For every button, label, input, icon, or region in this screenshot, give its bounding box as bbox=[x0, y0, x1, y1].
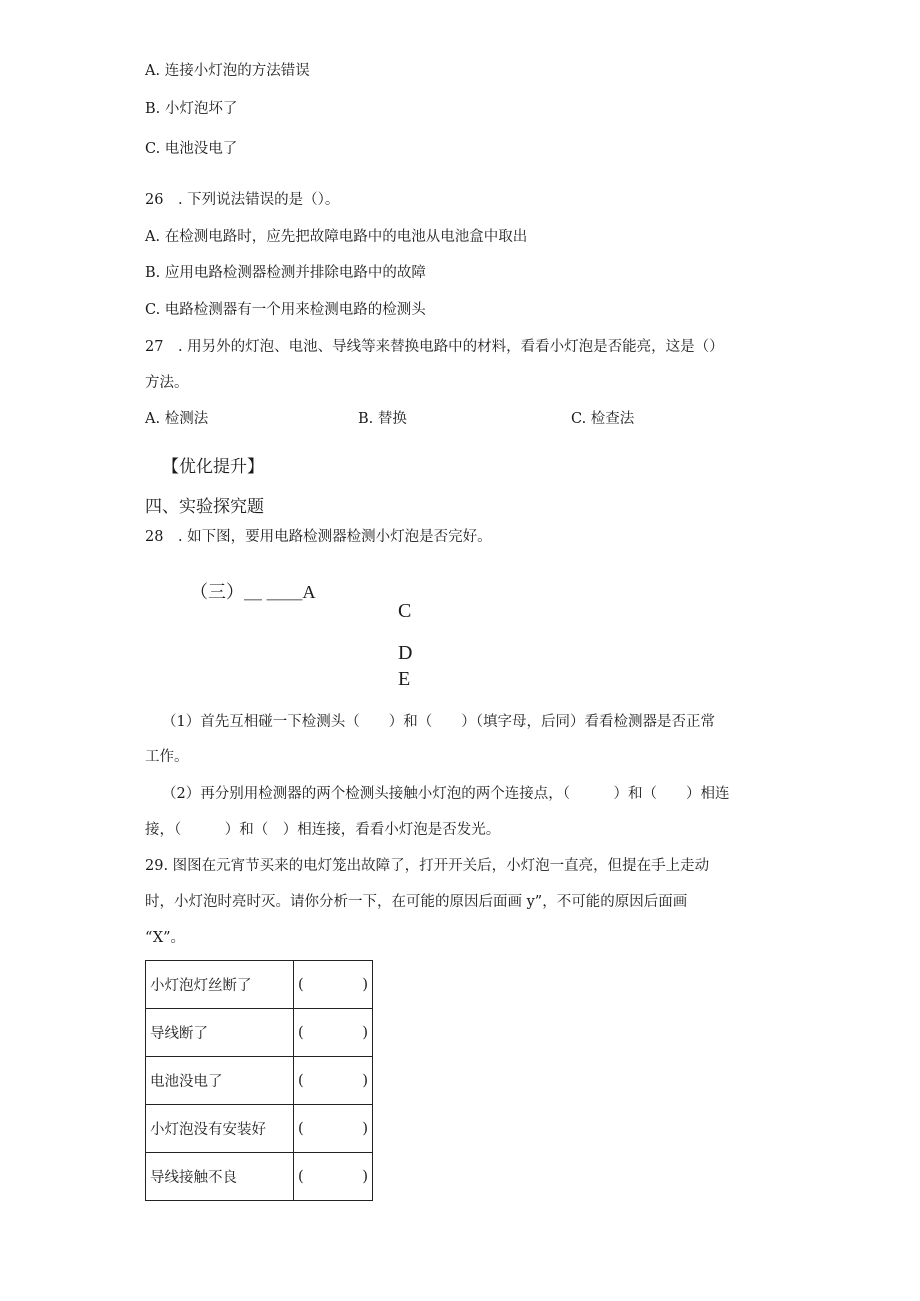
reason-cell: 导线接触不良 bbox=[146, 1153, 294, 1201]
q27-stem-line1: 27 . 用另外的灯泡、电池、导线等来替换电路中的材料，看看小灯泡是否能亮，这是（） bbox=[145, 339, 724, 355]
q25-option-a: A. 连接小灯泡的方法错误 bbox=[145, 63, 310, 79]
open-paren: ( bbox=[298, 1024, 304, 1041]
q25-option-c: C. 电池没电了 bbox=[145, 141, 238, 157]
close-paren: ) bbox=[362, 1072, 368, 1089]
answer-cell[interactable] bbox=[294, 1105, 373, 1153]
answer-cell[interactable] bbox=[294, 1057, 373, 1105]
q27-option-b: B. 替换 bbox=[358, 411, 407, 427]
q28-figure-label-e: E bbox=[398, 668, 411, 690]
table-row bbox=[146, 1153, 373, 1201]
q29-stem-line2: 时，小灯泡时亮时灭。请你分析一下，在可能的原因后面画 y”，不可能的原因后面画 bbox=[145, 894, 688, 910]
open-paren: ( bbox=[298, 976, 304, 993]
open-paren: ( bbox=[298, 1072, 304, 1089]
reason-cell: 导线断了 bbox=[146, 1009, 294, 1057]
reason-cell: 小灯泡灯丝断了 bbox=[146, 961, 294, 1009]
answer-cell[interactable] bbox=[294, 1153, 373, 1201]
open-paren: ( bbox=[298, 1168, 304, 1185]
reason-cell: 电池没电了 bbox=[146, 1057, 294, 1105]
q27-option-a: A. 检测法 bbox=[145, 411, 209, 427]
q28-part1-line2: 工作。 bbox=[145, 749, 189, 765]
answer-cell[interactable] bbox=[294, 1009, 373, 1057]
close-paren: ) bbox=[362, 1024, 368, 1041]
reason-cell: 小灯泡没有安装好 bbox=[146, 1105, 294, 1153]
table-row bbox=[146, 1009, 373, 1057]
q28-figure-left-label: （三）＿ ＿＿A bbox=[190, 582, 316, 602]
q28-figure-label-c: C bbox=[398, 600, 412, 622]
close-paren: ) bbox=[362, 976, 368, 993]
close-paren: ) bbox=[362, 1168, 368, 1185]
table-row bbox=[146, 1105, 373, 1153]
q28-figure-label-d: D bbox=[398, 642, 413, 664]
q26-stem: 26 . 下列说法错误的是（）。 bbox=[145, 192, 340, 208]
q28-part2-line1: （2）再分别用检测器的两个检测头接触小灯泡的两个连接点，（ ）和（ ）相连 bbox=[162, 786, 730, 802]
section-four-heading: 四、实验探究题 bbox=[145, 497, 264, 517]
section-optimize-heading: 【优化提升】 bbox=[162, 457, 264, 477]
answer-cell[interactable] bbox=[294, 961, 373, 1009]
q25-option-b: B. 小灯泡坏了 bbox=[145, 101, 238, 117]
q26-option-b: B. 应用电路检测器检测并排除电路中的故障 bbox=[145, 265, 426, 281]
q28-part2-line2: 接，（ ）和（ ）相连接，看看小灯泡是否发光。 bbox=[145, 822, 501, 838]
q29-answer-table bbox=[145, 960, 373, 1201]
q27-option-c: C. 检查法 bbox=[571, 411, 635, 427]
table-row bbox=[146, 961, 373, 1009]
close-paren: ) bbox=[362, 1120, 368, 1137]
q28-part1-line1: （1）首先互相碰一下检测头（ ）和（ ）（填字母，后同）看看检测器是否正常 bbox=[162, 714, 715, 730]
q29-stem-line3: “X”。 bbox=[145, 930, 186, 946]
open-paren: ( bbox=[298, 1120, 304, 1137]
q26-option-c: C. 电路检测器有一个用来检测电路的检测头 bbox=[145, 302, 426, 318]
q29-stem-line1: 29. 图图在元宵节买来的电灯笼出故障了，打开开关后，小灯泡一直亮，但提在手上走动 bbox=[145, 858, 710, 874]
q28-stem: 28 . 如下图，要用电路检测器检测小灯泡是否完好。 bbox=[145, 529, 492, 545]
table-row bbox=[146, 1057, 373, 1105]
q27-stem-line2: 方法。 bbox=[145, 375, 189, 391]
q26-option-a: A. 在检测电路时，应先把故障电路中的电池从电池盒中取出 bbox=[145, 229, 528, 245]
